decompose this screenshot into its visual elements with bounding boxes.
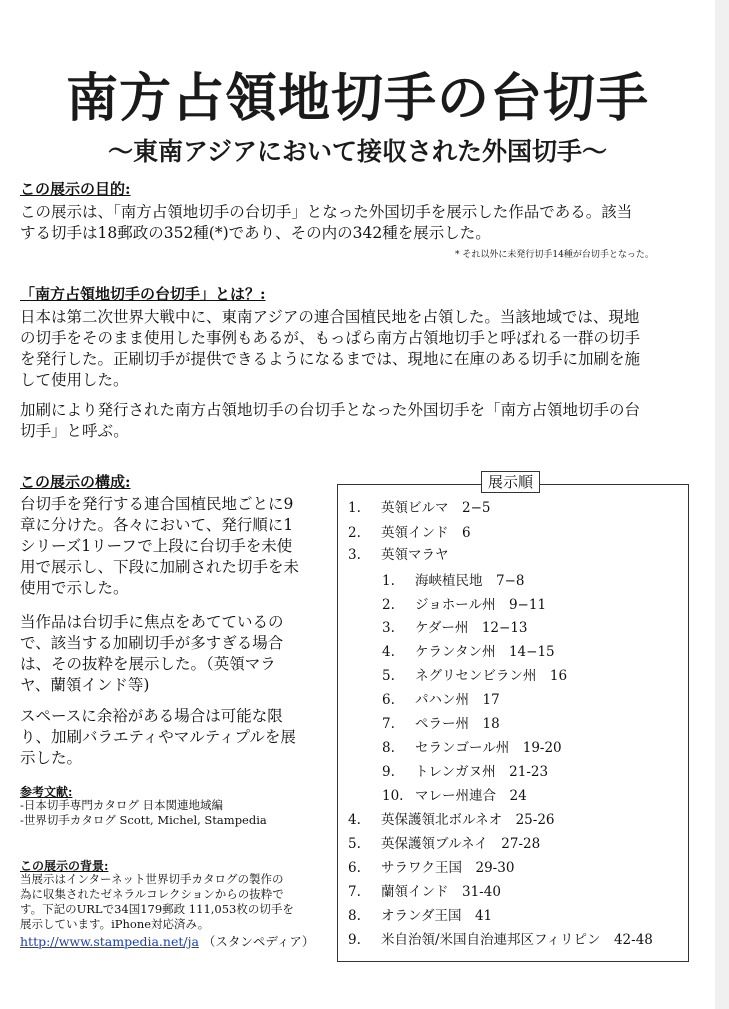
background-line: 当展示はインターネット世界切手カタログの製作の <box>20 872 284 886</box>
references-list <box>20 798 330 828</box>
composition-line: 用で展示し、下段に加刷された切手を未 <box>20 558 300 576</box>
order-item-label: ケダー州 12−13 <box>415 620 528 636</box>
order-item <box>348 500 491 516</box>
purpose-footnote: * それ以外に未発行切手14種が台切手となった。 <box>455 250 654 260</box>
exhibit-order-title: 展示順 <box>481 471 540 493</box>
purpose-line: する切手は18郵政の352種(*)であり、その内の342種を展示した。 <box>20 224 491 242</box>
background-line: 展示しています。iPhone対応済み。 <box>20 917 210 931</box>
order-item-label: ジョホール州 9−11 <box>415 597 547 613</box>
definition-line: の切手をそのまま使用した事例もあるが、もっぱら南方占領地切手と呼ばれる一群の切手 <box>20 329 641 347</box>
order-item-label: セランゴール州 19-20 <box>415 740 562 756</box>
page-edge-band <box>715 0 729 1009</box>
order-item-label: 英保護領ブルネイ 27-28 <box>381 836 541 852</box>
order-subitem <box>382 716 500 732</box>
order-item <box>348 812 555 828</box>
order-item-number: 7. <box>382 716 395 732</box>
order-item-number: 5. <box>348 836 361 852</box>
definition-text-2 <box>20 400 710 442</box>
order-item-number: 5. <box>382 668 395 684</box>
purpose-line: この展示は、「南方占領地切手の台切手」となった外国切手を展示した作品である。該当 <box>20 203 633 221</box>
composition-line: 章に分けた。各々において、発行順に1 <box>20 516 294 534</box>
order-subitem <box>382 597 546 613</box>
order-item <box>348 884 501 900</box>
order-item-label: 海峡植民地 7−8 <box>415 573 525 589</box>
order-item-label: 蘭領インド 31-40 <box>381 884 501 900</box>
composition-line: シリーズ1リーフで上段に台切手を未使 <box>20 537 293 555</box>
order-item-number: 4. <box>382 644 395 660</box>
order-subitem <box>382 764 548 780</box>
order-item-number: 2. <box>348 525 361 541</box>
order-subitem <box>382 740 562 756</box>
reference-item: -日本切手専門カタログ 日本関連地域編 <box>20 798 224 812</box>
order-item-number: 2. <box>382 597 395 613</box>
order-item <box>348 547 449 563</box>
order-item-number: 8. <box>348 908 361 924</box>
order-item-label: 英領ビルマ 2−5 <box>381 500 491 516</box>
order-item <box>348 908 492 924</box>
definition-line: 切手」と呼ぶ。 <box>20 422 129 440</box>
order-item-label: オランダ王国 41 <box>381 908 493 924</box>
order-item <box>348 525 471 541</box>
order-item-label: パハン州 17 <box>415 692 500 708</box>
order-item-number: 1. <box>382 573 395 589</box>
purpose-text <box>20 202 710 244</box>
page-title: 南方占領地切手の台切手 <box>65 69 649 129</box>
definition-line: 加刷により発行された南方占領地切手の台切手となった外国切手を「南方占領地切手の台 <box>20 401 641 419</box>
order-item-number: 6. <box>348 860 361 876</box>
background-line: 為に収集されたゼネラルコレクションからの抜粋で <box>20 887 284 901</box>
reference-item: -世界切手カタログ Scott, Michel, Stampedia <box>20 813 267 827</box>
order-subitem <box>382 644 555 660</box>
order-item <box>348 836 540 852</box>
page-subtitle: 〜東南アジアにおいて接収された外国切手〜 <box>107 137 607 166</box>
references-heading: 参考文献: <box>20 785 73 799</box>
background-text <box>20 872 340 932</box>
composition-line: ヤ、蘭領インド等) <box>20 676 150 694</box>
composition-line: 台切手を発行する連合国植民地ごとに9 <box>20 495 294 513</box>
order-item-label: トレンガヌ州 21-23 <box>415 764 549 780</box>
background-line: す。下記のURLで34国179郵政 111,053枚の切手を <box>20 902 294 916</box>
composition-line: 使用で示した。 <box>20 579 129 597</box>
background-link-row <box>20 932 314 950</box>
stampedia-link-suffix: （スタンペディア） <box>202 934 315 949</box>
purpose-heading: この展示の目的: <box>20 180 131 198</box>
composition-line: スペースに余裕がある場合は可能な限 <box>20 707 283 725</box>
definition-line: を発行した。正刷切手が提供できるようになるまでは、現地に在庫のある切手に加刷を施 <box>20 350 641 368</box>
order-subitem <box>382 692 500 708</box>
order-item <box>348 860 514 876</box>
order-item-number: 7. <box>348 884 361 900</box>
definition-line: して使用した。 <box>20 371 129 389</box>
definition-heading: 「南方占領地切手の台切手」とは？: <box>20 285 266 303</box>
order-subitem <box>382 668 567 684</box>
order-item-number: 4. <box>348 812 361 828</box>
order-item-label: ネグリセンビラン州 16 <box>415 668 568 684</box>
composition-line: 示した。 <box>20 749 83 767</box>
stampedia-link[interactable]: http://www.stampedia.net/ja <box>20 934 199 949</box>
order-item <box>348 932 653 948</box>
order-subitem <box>382 573 525 589</box>
background-heading: この展示の背景: <box>20 859 109 873</box>
order-item-number: 1. <box>348 500 361 516</box>
order-subitem <box>382 620 528 636</box>
order-item-label: 英領マラヤ <box>381 547 449 563</box>
order-item-number: 3. <box>382 620 395 636</box>
order-item-number: 8. <box>382 740 395 756</box>
order-item-label: 英領インド 6 <box>381 525 471 541</box>
order-item-number: 6. <box>382 692 395 708</box>
order-item-label: サラワク王国 29-30 <box>381 860 515 876</box>
definition-text <box>20 307 710 391</box>
definition-line: 日本は第二次世界大戦中に、東南アジアの連合国植民地を占領した。当該地域では、現地 <box>20 308 640 326</box>
composition-paragraph-1 <box>20 494 330 599</box>
order-item-label: マレー州連合 24 <box>415 788 527 804</box>
composition-line: で、該当する加刷切手が多すぎる場合 <box>20 634 284 652</box>
order-item-number: 3. <box>348 547 361 563</box>
composition-line: 当作品は台切手に焦点をあてているの <box>20 613 284 631</box>
order-item-label: 米自治領/米国自治連邦区フィリピン 42-48 <box>381 932 653 948</box>
composition-line: り、加刷バラエティやマルティプルを展 <box>20 728 296 746</box>
order-item-label: ペラー州 18 <box>415 716 500 732</box>
composition-paragraph-3 <box>20 706 330 769</box>
composition-line: は、その抜粋を展示した。（英領マラ <box>20 655 276 673</box>
order-item-number: 10. <box>382 788 404 804</box>
order-subitem <box>382 788 527 804</box>
order-item-label: 英保護領北ボルネオ 25-26 <box>381 812 555 828</box>
composition-heading: この展示の構成: <box>20 473 131 491</box>
order-item-number: 9. <box>348 932 361 948</box>
composition-paragraph-2 <box>20 612 330 696</box>
order-item-number: 9. <box>382 764 395 780</box>
order-item-label: ケランタン州 14−15 <box>415 644 555 660</box>
